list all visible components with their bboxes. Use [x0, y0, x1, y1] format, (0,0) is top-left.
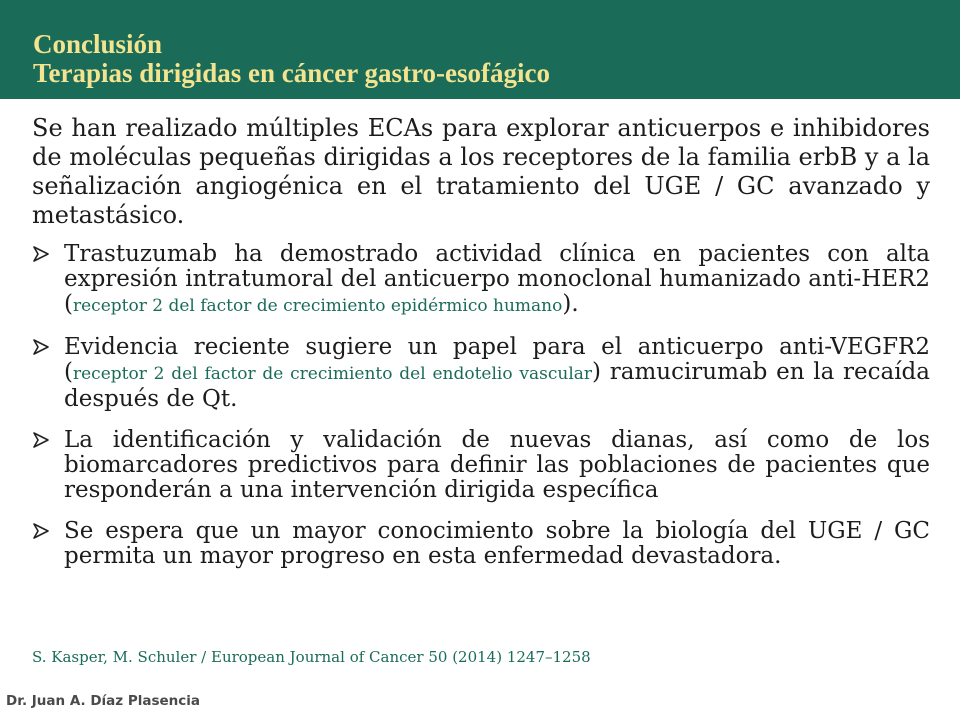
- bullet-expectation: [32, 519, 930, 569]
- bullet-text: Se espera que un mayor conocimiento sobre la biología del UGE / GC permita un mayor progreso en esta enfermedad devastadora.: [64, 518, 930, 569]
- slide-title: [33, 30, 550, 88]
- bullet-text: Trastuzumab ha demostrado actividad clínica en pacientes con alta expresión intratumoral del anticuerpo monoclonal humanizado anti-HER2 (: [64, 241, 930, 317]
- bullet-text: La identificación y validación de nuevas dianas, así como de los biomarcadores predictivos para definir las poblaciones de pacientes que responderán a una intervención dirigida específica: [64, 427, 930, 503]
- bullet-text: Evidencia reciente sugiere un papel para el anticuerpo anti-VEGFR2 (: [64, 334, 930, 385]
- bullet-note: receptor 2 del factor de crecimiento epidérmico humano: [72, 296, 563, 316]
- bullet-list: [32, 242, 930, 569]
- bullet-new-targets: [32, 428, 930, 503]
- bullet-ramucirumab: [32, 335, 930, 412]
- bullet-text-end: ).: [562, 291, 579, 317]
- intro-paragraph: Se han realizado múltiples ECAs para explorar anticuerpos e inhibidores de moléculas pequeñas dirigidas a los receptores de la familia erbB y a la señalización angiogénica en el tratamiento del UGE / GC avanzado y metastásico.: [32, 114, 930, 229]
- arrow-bullet-icon: [32, 338, 50, 356]
- arrow-bullet-icon: [32, 245, 50, 263]
- bullet-note: receptor 2 del factor de crecimiento del endotelio vascular: [72, 364, 593, 384]
- bullet-trastuzumab: [32, 242, 930, 319]
- author-footer: Dr. Juan A. Díaz Plasencia: [6, 693, 201, 709]
- arrow-bullet-icon: [32, 431, 50, 449]
- title-bar: [0, 0, 960, 99]
- slide-body: [32, 114, 930, 585]
- arrow-bullet-icon: [32, 522, 50, 540]
- citation: S. Kasper, M. Schuler / European Journal of Cancer 50 (2014) 1247–1258: [32, 648, 591, 666]
- title-line-1: Conclusión: [33, 29, 163, 59]
- bullet-text-end: ) ramucirumab en la recaída después de Qt.: [64, 359, 930, 412]
- title-line-2: Terapias dirigidas en cáncer gastro-esofágico: [33, 58, 550, 88]
